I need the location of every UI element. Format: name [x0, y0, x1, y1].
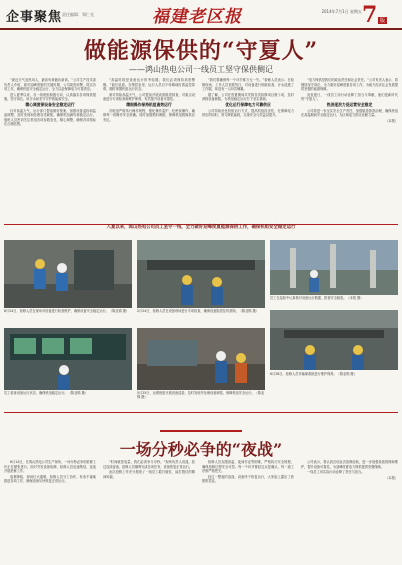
paragraph: 公司持续优化机组运行方式，提高机组经济性，在保障电力供应的同时，努力降低能耗，实现安全与效益双提升。	[202, 108, 294, 118]
photo-image	[137, 328, 265, 390]
story1-column-2	[103, 78, 195, 224]
paragraph: 检修人员克服高温、夜间作业等困难，严格执行安全规程，确保抢修过程安全可控。每一个环节都经过反复确认，每一道工序都严格把关。	[202, 460, 294, 474]
paragraph: 一线员工用实际行动诠释了责任与担当。	[307, 470, 365, 475]
paragraph: 夜幕降临，现场灯火通明，检修人员分工协作，有条不紊地推进各项工作，确保设备尽快恢复正常运行。	[4, 474, 96, 484]
section-name: 企事聚焦	[6, 10, 63, 25]
photo-outdoor-pipes	[270, 240, 398, 295]
photo-maintenance	[137, 328, 265, 390]
paragraph: 公司将进一步压实安全生产责任，加强隐患排查治理，确保机组在高温期间安全稳定运行，为区域电力供应贡献力量。	[301, 108, 398, 118]
paper-logo: 福建老区报	[152, 7, 242, 27]
photo-control-room	[4, 328, 132, 390]
photo-caption: 6月28日，检修人员对输煤系统进行维护保养。（陈亚锦 摄）	[270, 372, 357, 376]
photo-caption: 员工检查设备运行状态，确保机组稳定运行。（陈亚锦 摄）	[4, 391, 88, 395]
page-number: 7	[362, 2, 378, 28]
headline-accent-bar	[160, 430, 242, 432]
publication-date: 2014年7月1日 星期五	[321, 9, 362, 14]
byline: （本报）	[385, 118, 398, 123]
paragraph: “最近天气炎热用人，最高负荷跑出新高。”公司生产技术部负责人介绍，面对迎峰度夏的关键时期，公司周密部署，抓实各项工作，确保机组安全稳定运行，全力以赴保障电力可靠供应。	[4, 78, 96, 92]
story2-column-4	[301, 460, 398, 560]
photo-inspection	[137, 240, 265, 308]
photo-image	[270, 310, 398, 370]
paragraph: 面对持续高温天气，公司提前开展设备隐患排查，对重点设备进行专项检查和维护保养，有效提升设备可靠性。	[103, 92, 195, 102]
story1-column-4	[301, 78, 398, 224]
story2-column-3	[202, 460, 294, 560]
section-heading: 精细操作保持机组高效运行	[126, 101, 172, 107]
section-heading: 优化运行保障电力可靠供应	[225, 101, 271, 107]
paragraph: 据了解，公司在度夏期间共安排各类检修项目数十项，及时消除设备缺陷，为机组稳定运行打下坚实基础。	[202, 92, 294, 102]
photo-image	[137, 240, 265, 308]
photo-image	[4, 328, 132, 390]
editor-line: 责任编辑：郑仁光	[62, 12, 94, 17]
story1-subhead: ——鸿山热电公司一线员工坚守保供侧记	[129, 65, 273, 74]
paragraph: 针对高温天气，运行部门提前做好预案，加强设备巡检和监盘调整，及时发现和处理各类缺陷，确保机组满负荷稳定运行。值班人员密切关注机组各项参数变化，精心调整，确保各项指标在合理范围。	[4, 108, 96, 127]
photo-image	[4, 240, 132, 308]
paragraph: 公司表示，将认真总结此次抢修经验，进一步加强设备管理和维护，提升设备可靠性，为迎峰度夏电力保供提供坚强保障。	[301, 460, 398, 469]
photo-coal-system	[270, 310, 398, 370]
story1-column-1	[4, 78, 96, 224]
masthead	[0, 0, 402, 30]
photo-band-caption: 入夏以来，鸿山热电公司员工坚守一线，全力做好迎峰度夏能源保供工作，确保机组安全稳定运行	[106, 225, 296, 230]
story2-headline: 一场分秒必争的“夜战”	[119, 440, 283, 459]
story1-headline: 做能源保供的“守夏人”	[83, 38, 319, 64]
story1-column-3	[202, 78, 294, 224]
byline: （本报）	[385, 475, 398, 480]
photo-workers-equipment	[4, 240, 132, 308]
paragraph: 6月14日，在鸿山热电公司生产现场，一场分秒必争的抢修工作正在紧张进行。面对突发设备故障，检修人员迅速集结，连夜开展抢修工作。	[4, 460, 96, 474]
photo-caption: 2月24日，检修人员在设备现场进行专项检查，确保设备隐患及时消除。（陈亚锦 摄）	[137, 309, 259, 313]
photo-caption: 员工在巡检中认真核对设备运行数据，排查安全隐患。（本报 摄）	[270, 296, 364, 300]
paragraph: 经过一整夜的奋战，设备终于恢复运行，大家脸上露出了欣慰的笑容。	[202, 474, 294, 484]
photo-caption: 6月24日，检修人员在现场对设备进行检查维护，确保设备安全稳定运行。（陈亚锦 摄）	[4, 309, 130, 313]
paragraph: 炎炎夏日，一线员工用行动诠释了担当与奉献，他们是新时代的“守夏人”。	[301, 92, 398, 102]
paragraph: “电力保供是我们的政治责任和社会责任。”公司负责人表示，将继续坚守岗位，全力做好迎峰度夏各项工作，为地方经济社会发展提供坚强的能源保障。	[301, 78, 398, 92]
paragraph: 进入夏季以来，各一线班组积极行动，认真落实各项保供措施，坚守岗位，用汗水和坚守守护着能源安全。	[4, 92, 96, 102]
paragraph: 各班组严格执行操作规程，强化操作监护，杜绝误操作，确保每一项操作安全准确。同时加强燃料调配，保障机组燃煤供应充足。	[103, 108, 195, 122]
section-heading: 精心调度保设备安全稳定运行	[25, 101, 75, 107]
paragraph: “时间就是电量，我们必须争分夺秒。”现场负责人说道。经过连续奋战，抢修人员顺利完成各项任务，设备恢复正常运行。	[103, 460, 195, 469]
paragraph: 此次抢修工作充分展现了一线员工敢打硬仗、能打胜仗的精神风貌。	[103, 470, 195, 479]
section-heading: 热浪逐浪力促运营安全稳定	[326, 101, 373, 107]
photo-image	[270, 240, 398, 295]
photo-caption: 5月25日，运维班组开展设备巡检，及时发现并处理设备缺陷，保障机组安全运行。（陈亚锦 摄）	[137, 391, 265, 400]
story2-column-2	[103, 460, 195, 560]
paragraph: “高温时段是设备运行的考验期，我们必须保持高度警惕。”值长说道。在集控室里，运行人员目不转睛地盯着监控屏幕，随时掌握机组运行状态。	[103, 78, 195, 92]
divider	[4, 412, 398, 413]
story2-column-1	[4, 460, 96, 560]
page-number-tag: 版	[380, 18, 386, 24]
paragraph: “我们要确保每一个环节都万无一失。”检修人员表示。在检修现场，工作人员顶着烈日，对设备进行细致检查，汗水浸透了工作服，却没有一人叫苦喊累。	[202, 78, 294, 92]
